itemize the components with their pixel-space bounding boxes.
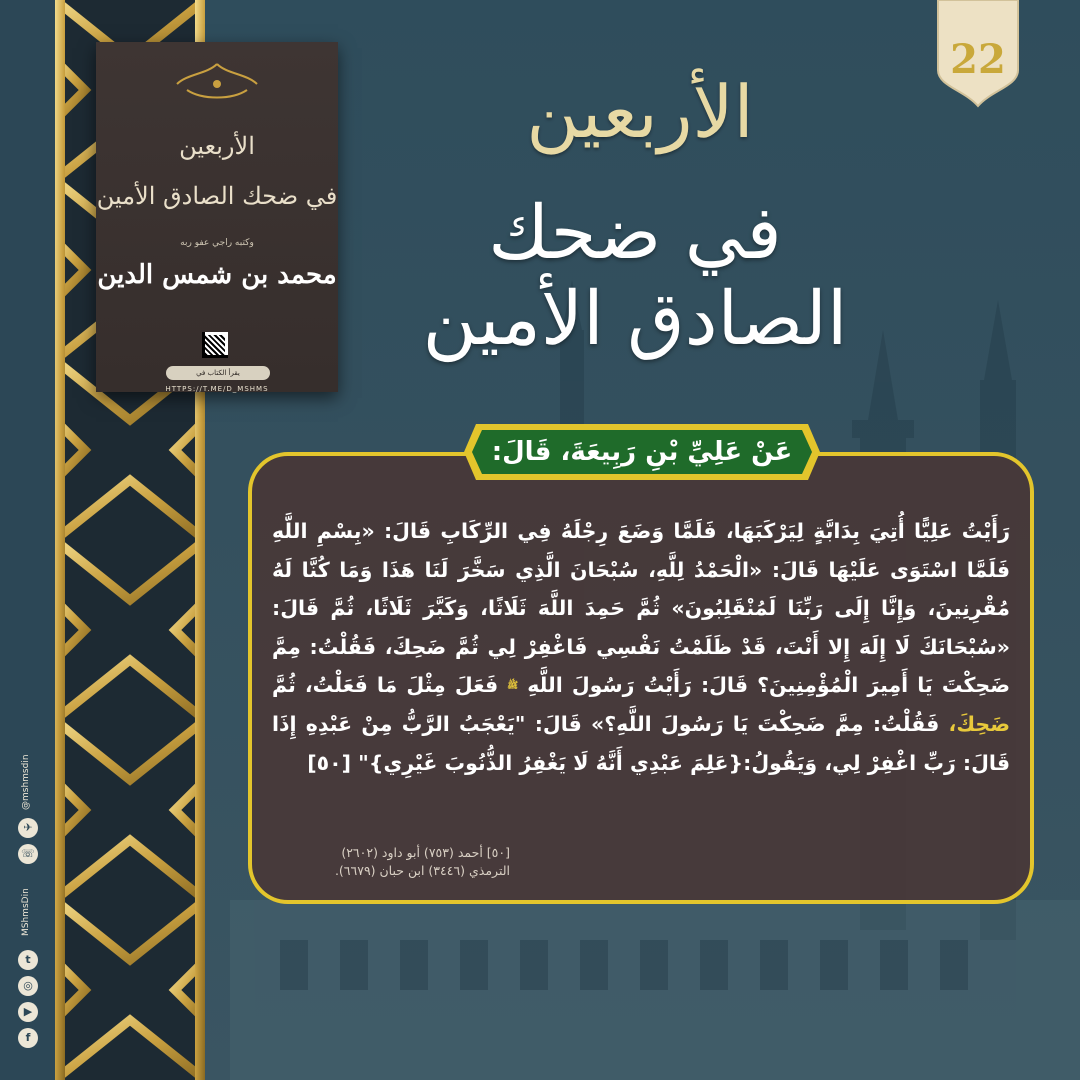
book-url: HTTPS://T.ME/D_MSHMS <box>165 385 269 393</box>
youtube-icon[interactable]: ▶ <box>18 1002 38 1022</box>
book-subtitle: وكتبه راجي عفو ربه <box>180 238 254 248</box>
qr-code <box>202 332 228 358</box>
number-badge: 22 <box>950 36 1006 83</box>
narrator-text: عَنْ عَلِيِّ بْنِ رَبِيعَةَ، قَالَ: <box>491 437 793 467</box>
book-ornament-bottom <box>192 360 242 376</box>
honorific-symbol: ﷺ <box>507 680 519 691</box>
reference-line1: [٥٠] أحمد (٧٥٣) أبو داود (٢٦٠٢) <box>341 845 510 860</box>
book-author: محمد بن شمس الدين <box>97 260 337 290</box>
hadith-part3: فَقُلْتُ: مِمَّ ضَحِكْتَ يَا رَسُولَ اللَّهِ؟» قَالَ: "يَعْجَبُ الرَّبُّ مِنْ عَبْدِهِ إِذَا قَالَ: رَبِّ اغْفِرْ لِي، وَيَقُولُ:{عَلِمَ عَبْدِي أَنَّهُ لَا يَغْفِرُ الذُّنُوبَ غَيْرِي}" [٥٠] <box>272 712 1010 775</box>
hadith-text <box>272 512 1010 782</box>
main-title-line1: الأربعين <box>526 70 754 154</box>
main-title-line2: في ضحك الصادق الأمين <box>422 190 848 362</box>
instagram-icon[interactable]: ◎ <box>18 976 38 996</box>
book-title-line2: في ضحك الصادق الأمين <box>96 182 338 210</box>
book-title-line1: الأربعين <box>179 132 255 160</box>
whatsapp-icon[interactable]: ☏ <box>18 844 38 864</box>
hadith-part2: فَعَلَ مِثْلَ مَا فَعَلْتُ، ثُمَّ <box>272 673 499 697</box>
telegram-label: يقرأ الكتاب في <box>196 369 240 377</box>
hadith-highlight: ضَحِكَ، <box>948 712 1011 737</box>
social-links <box>14 750 42 1050</box>
facebook-icon[interactable]: f <box>18 1028 38 1048</box>
hadith-part1: رَأَيْتُ عَلِيًّا أُتِيَ بِدَابَّةٍ لِيَرْكَبَهَا، فَلَمَّا وَضَعَ رِجْلَهُ فِي الرِّكَابِ قَالَ: «بِسْمِ اللَّهِ فَلَمَّا اسْتَوَى عَلَيْهَا قَالَ: «الْحَمْدُ لِلَّهِ، سُبْحَانَ الَّذِي سَخَّرَ لَنَا هَذَا وَمَا كُنَّا لَهُ مُقْرِنِينَ، وَإِنَّا إِلَى رَبِّنَا لَمُنْقَلِبُونَ» ثُمَّ حَمِدَ اللَّهَ ثَلَاثًا، وَكَبَّرَ ثَلَاثًا، ثُمَّ قَالَ: «سُبْحَانَكَ لَا إِلَهَ إِلا أَنْتَ، قَدْ ظَلَمْتُ نَفْسِي فَاغْفِرْ لِي ثُمَّ ضَحِكَ، فَقُلْتُ: مِمَّ ضَحِكْتَ يَا أَمِيرَ الْمُؤْمِنِينَ؟ قَالَ: رَأَيْتُ رَسُولَ اللَّهِ <box>272 519 1011 697</box>
telegram-icon[interactable]: ✈ <box>18 818 38 838</box>
references <box>278 844 510 880</box>
twitter-icon[interactable]: t <box>18 950 38 970</box>
reference-line2: الترمذي (٣٤٤٦) ابن حبان (٦٦٧٩). <box>334 863 510 878</box>
book-cover <box>96 42 338 392</box>
social-handle-bottom: MShmsDin <box>21 888 31 936</box>
book-ornament-top <box>167 60 267 104</box>
social-handle-top: @mshmsdin <box>21 754 31 810</box>
